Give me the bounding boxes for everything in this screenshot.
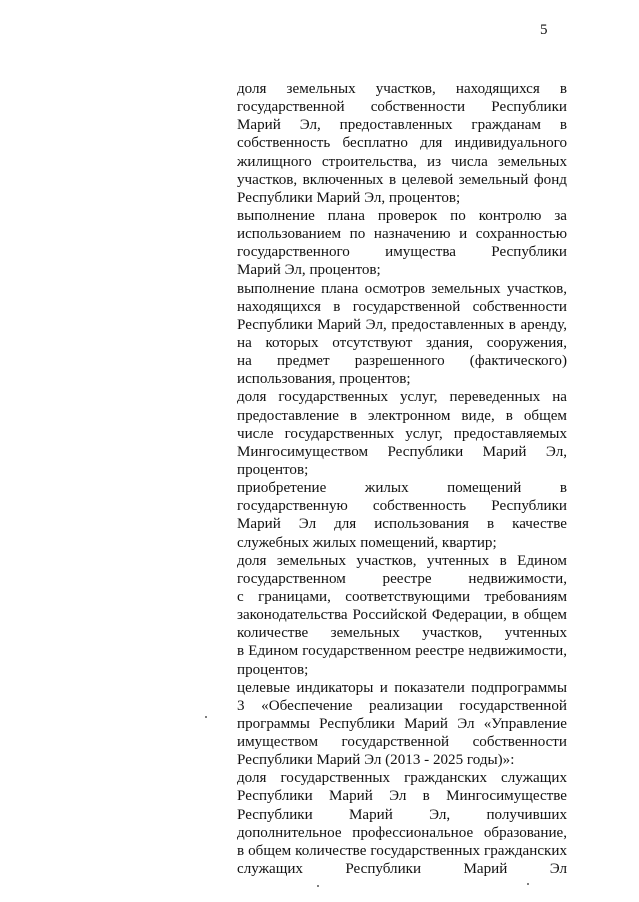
text-line: числе государственных услуг, предоставляемых xyxy=(237,425,567,442)
text-line: программы Республики Марий Эл «Управление xyxy=(237,715,567,732)
text-line: законодательства Российской Федерации, в общем xyxy=(237,607,567,624)
text-line: государственную собственность Республики xyxy=(237,498,567,515)
body-text xyxy=(237,80,567,878)
text-line: собственность бесплатно для индивидуального xyxy=(237,135,567,152)
text-line: участков, включенных в целевой земельный фонд xyxy=(237,171,567,188)
text-line: на предмет разрешенного (фактического) xyxy=(237,353,567,370)
page-number: 5 xyxy=(540,22,548,38)
text-line: находящихся в государственной собственности xyxy=(237,298,567,315)
text-line: процентов; xyxy=(237,661,309,678)
text-line: в Едином государственном реестре недвижимости, xyxy=(237,643,567,660)
text-line: государственном реестре недвижимости, xyxy=(237,570,567,587)
text-line: государственного имущества Республики xyxy=(237,244,567,261)
text-line: Марий Эл, предоставленных гражданам в xyxy=(237,117,567,134)
text-line: целевые индикаторы и показатели подпрограммы xyxy=(237,679,567,696)
text-line: доля земельных участков, учтенных в Едином xyxy=(237,552,567,569)
text-line: служащих Республики Марий Эл xyxy=(237,861,567,878)
text-line: использования, процентов; xyxy=(237,371,411,388)
text-line: доля государственных гражданских служащих xyxy=(237,770,567,787)
text-line: в общем количестве государственных гражданских xyxy=(237,842,567,859)
text-line: жилищного строительства, из числа земельных xyxy=(237,153,567,170)
text-line: количестве земельных участков, учтенных xyxy=(237,625,567,642)
scan-speck xyxy=(205,716,207,718)
text-line: государственной собственности Республики xyxy=(237,99,567,116)
text-line: Республики Марий Эл в Мингосимуществе xyxy=(237,788,567,805)
text-line: имуществом государственной собственности xyxy=(237,734,567,751)
scan-speck xyxy=(317,885,319,887)
text-line: приобретение жилых помещений в xyxy=(237,480,567,497)
text-line: дополнительное профессиональное образование, xyxy=(237,824,567,841)
text-line: использованием по назначению и сохранностью xyxy=(237,226,567,243)
text-line: выполнение плана проверок по контролю за xyxy=(237,207,567,224)
text-line: служебных жилых помещений, квартир; xyxy=(237,534,497,551)
text-line: процентов; xyxy=(237,461,309,478)
text-line: выполнение плана осмотров земельных участков, xyxy=(237,280,567,297)
text-line: с границами, соответствующими требованиям xyxy=(237,588,567,605)
text-line: Республики Марий Эл, получивших xyxy=(237,806,567,823)
text-line: доля государственных услуг, переведенных на xyxy=(237,389,567,406)
text-line: Республики Марий Эл (2013 - 2025 годы)»: xyxy=(237,752,515,769)
text-line: Республики Марий Эл, предоставленных в аренду, xyxy=(237,316,567,333)
scan-speck xyxy=(527,883,529,885)
text-line: Марий Эл для использования в качестве xyxy=(237,516,567,533)
text-line: Республики Марий Эл, процентов; xyxy=(237,189,461,206)
text-line: Мингосимуществом Республики Марий Эл, xyxy=(237,443,567,460)
text-line: предоставление в электронном виде, в общем xyxy=(237,407,567,424)
text-line: доля земельных участков, находящихся в xyxy=(237,81,567,97)
text-line: 3 «Обеспечение реализации государственной xyxy=(237,697,567,714)
text-line: Марий Эл, процентов; xyxy=(237,262,381,279)
text-line: на которых отсутствуют здания, сооружения, xyxy=(237,334,567,351)
